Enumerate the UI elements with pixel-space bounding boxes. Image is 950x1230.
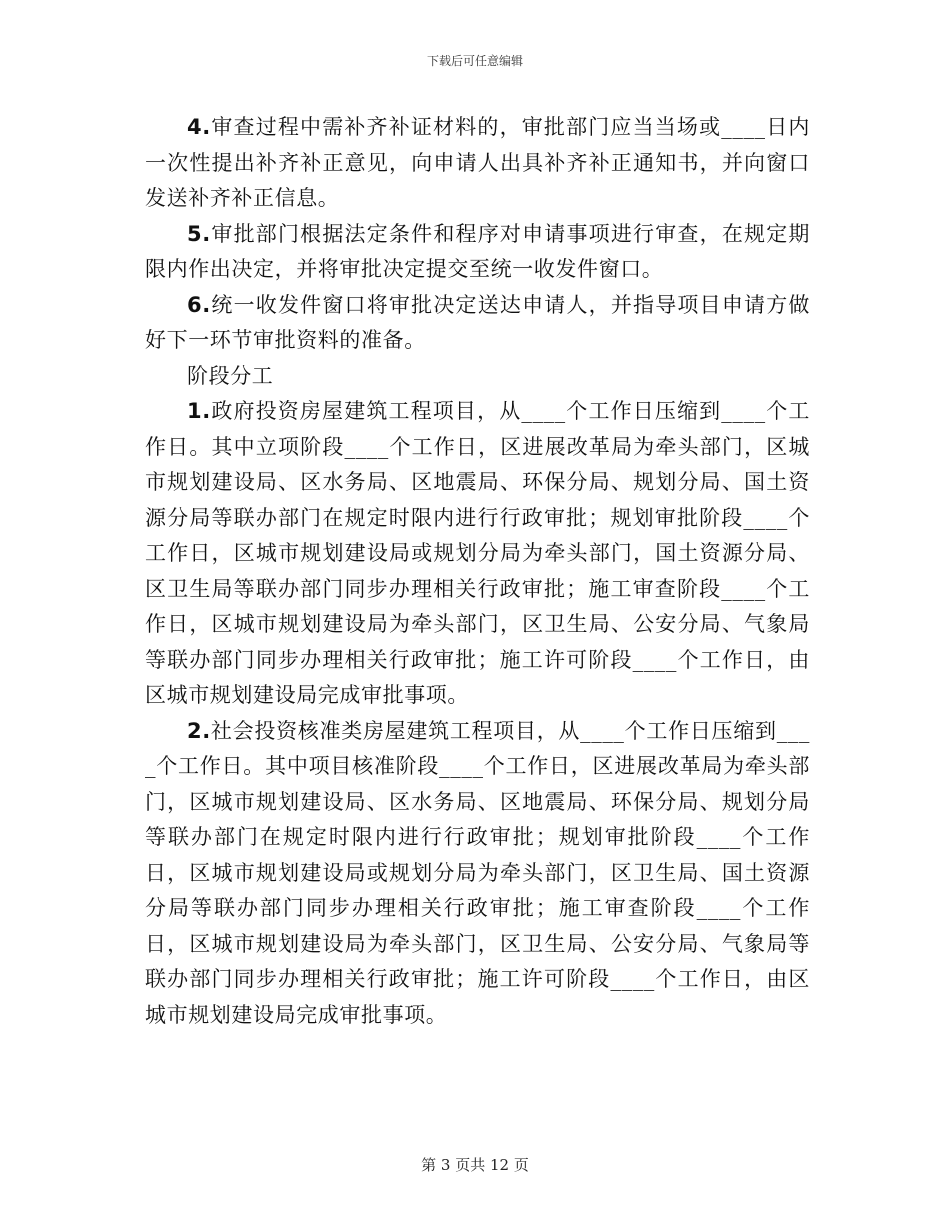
paragraph-number: 5. — [187, 221, 211, 246]
paragraph-number: 1. — [187, 399, 211, 423]
paragraph-5 — [145, 217, 810, 288]
page-header: 下载后可任意编辑 — [426, 54, 523, 68]
paragraph-6 — [145, 288, 810, 359]
division-paragraph-2 — [145, 714, 810, 1034]
paragraph-number: 4. — [187, 115, 211, 139]
paragraph-text: 政府投资房屋建筑工程项目，从____个工作日压缩到____个工作日。其中立项阶段____个工作日，区进展改革局为牵头部门，区城市规划建设局、区水务局、区地震局、环保分局、规划分局、国土资源分局等联办部门在规定时限内进行行政审批；规划审批阶段____个工作日，区城市规划建设局或规划分局为牵头部门，国土资源分局、区卫生局等联办部门同步办理相关行政审批；施工审查阶段____个工作日，区城市规划建设局为牵头部门，区卫生局、公安分局、气象局等联办部门同步办理相关行政审批；施工许可阶段____个工作日，由区城市规划建设局完成审批事项。 — [145, 399, 810, 707]
paragraph-number: 2. — [187, 718, 211, 743]
page-footer: 第 3 页共 12 页 — [421, 1156, 529, 1174]
division-paragraph-1 — [145, 394, 810, 714]
paragraph-number: 6. — [187, 292, 211, 317]
document-body — [145, 110, 810, 1033]
paragraph-text: 社会投资核准类房屋建筑工程项目，从____个工作日压缩到____个工作日。其中项目核准阶段____个工作日，区进展改革局为牵头部门，区城市规划建设局、区水务局、区地震局、环保分局、规划分局等联办部门在规定时限内进行行政审批；规划审批阶段____个工作日，区城市规划建设局或规划分局为牵头部门，区卫生局、国土资源分局等联办部门同步办理相关行政审批；施工审查阶段____个工作日，区城市规划建设局为牵头部门，区卫生局、公安分局、气象局等联办部门同步办理相关行政审批；施工许可阶段____个工作日，由区城市规划建设局完成审批事项。 — [145, 718, 810, 1027]
paragraph-text: 审查过程中需补齐补证材料的，审批部门应当当场或____日内一次性提出补齐补正意见，向申请人出具补齐补正通知书，并向窗口发送补齐补正信息。 — [145, 115, 810, 210]
section-heading: 阶段分工 — [187, 363, 274, 388]
paragraph-text: 审批部门根据法定条件和程序对申请事项进行审查，在规定期限内作出决定，并将审批决定提交至统一收发件窗口。 — [145, 221, 810, 281]
paragraph-4 — [145, 110, 810, 217]
paragraph-text: 统一收发件窗口将审批决定送达申请人，并指导项目申请方做好下一环节审批资料的准备。 — [145, 292, 810, 352]
